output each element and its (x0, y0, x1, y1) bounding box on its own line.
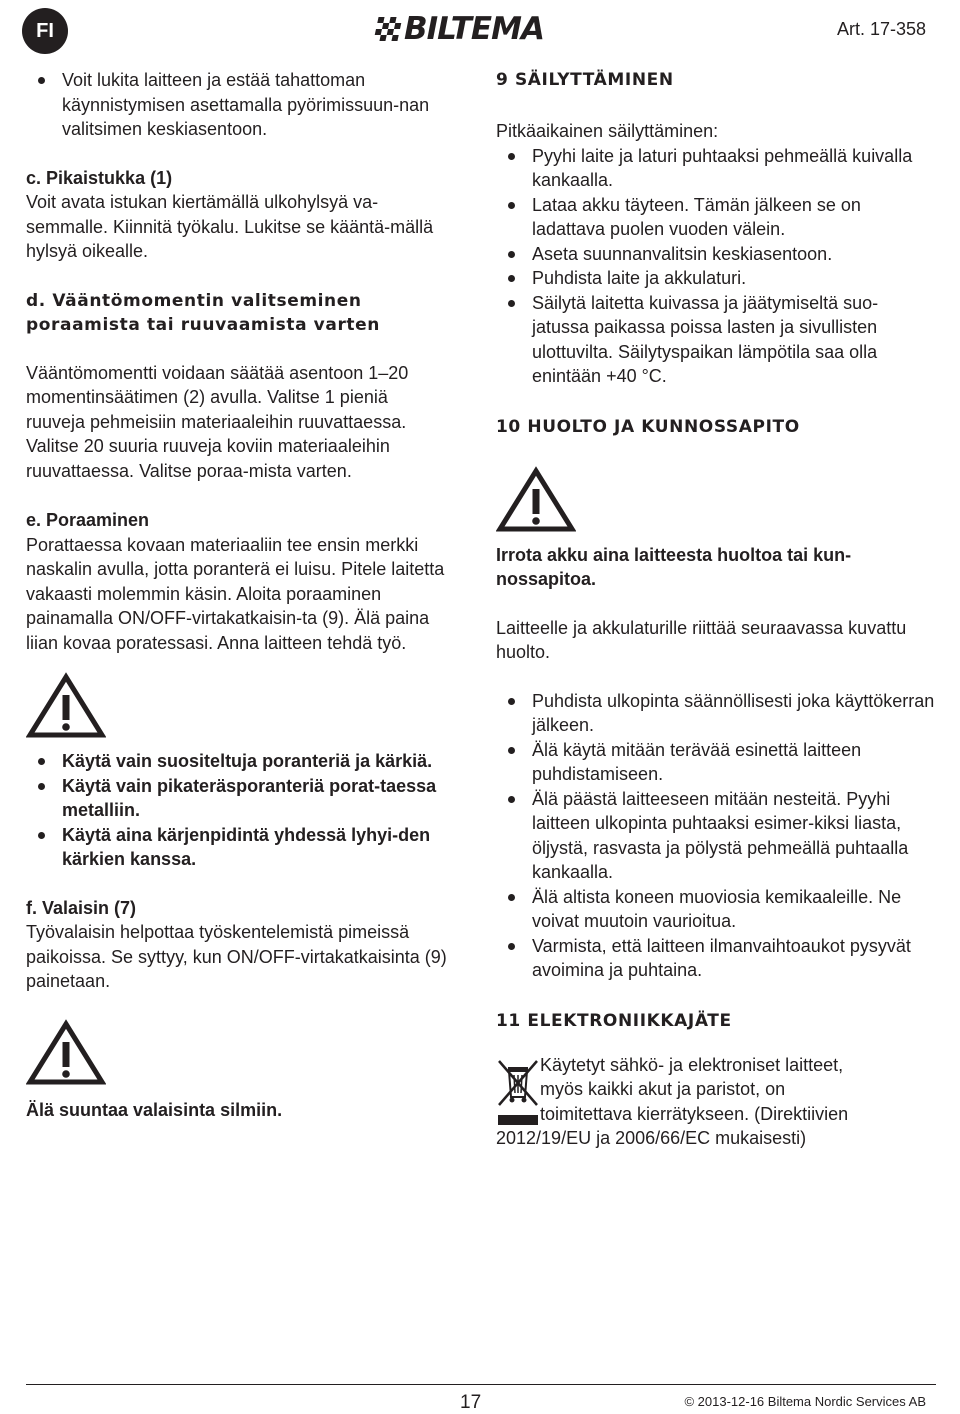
page-header (0, 0, 960, 60)
list-item: Käytä vain suositeltuja poranteriä ja kärkiä. (26, 749, 446, 774)
list-item: Säilytä laitetta kuivassa ja jäätymiseltä suo-jatussa paikassa poissa lasten ja sivullisten ulottuvilta. Säilytyspaikan lämpötila saa olla enintään +40 °C. (496, 291, 921, 389)
language-badge: FI (22, 8, 68, 54)
section-d-heading-line1: d. Vääntömomentin valitseminen (26, 290, 362, 311)
list-item: Älä käytä mitään terävää esinettä laitteen puhdistamiseen. (496, 738, 936, 787)
list-item: Käytä vain pikateräsporanteriä porat-taessa metalliin. (26, 774, 446, 823)
section-10-heading: 10 HUOLTO JA KUNNOSSAPITO (496, 416, 800, 437)
section-e-heading: e. Poraaminen (26, 510, 150, 530)
checkered-flag-icon (373, 17, 402, 41)
crossed-out-bin-icon (496, 1055, 540, 1127)
intro-bullet-list (26, 68, 446, 142)
list-item: Lataa akku täyteen. Tämän jälkeen se on ladattava puolen vuoden välein. (496, 193, 921, 242)
section-10-intro: Laitteelle ja akkulaturille riittää seuraavassa kuvattu huolto. (496, 617, 907, 662)
footer-divider (26, 1384, 936, 1385)
warning-triangle-icon (26, 671, 106, 739)
section-c-heading: c. Pikaistukka (1) (26, 167, 173, 188)
weee-text-line4: 2012/19/EU ja 2006/66/EC mukaisesti) (496, 1128, 807, 1148)
weee-block (496, 1053, 936, 1155)
weee-text-line3: toimitettava kierrätykseen. (Direktiivien (540, 1103, 849, 1124)
section-d-heading-line2: poraamista tai ruuvaamista varten (26, 314, 380, 335)
warning-triangle-icon (496, 465, 576, 533)
list-item: Aseta suunnanvalitsin keskiasentoon. (496, 242, 921, 267)
right-column (496, 66, 936, 1155)
section-11-heading: 11 ELEKTRONIIKKAJÄTE (496, 1010, 732, 1031)
section-f-body: Työvalaisin helpottaa työskentelemistä pimeissä paikoissa. Se syttyy, kun ON/OFF-virtakatkaisinta (9) painetaan. (26, 922, 447, 991)
brand-logo (376, 11, 544, 47)
section-d-body: Vääntömomentti voidaan säätää asentoon 1–20 momentinsäätimen (2) avulla. Valitse 1 pieniä ruuveja pehmeisiin materiaaleihin ruuvattaessa. Valitse 20 suuria ruuveja koviin materiaaleihin ruuvattaessa. Valitse poraa-mista varten. (26, 362, 409, 481)
list-item: Varmista, että laitteen ilmanvaihtoaukot pysyvät avoimina ja puhtaina. (496, 934, 936, 983)
weee-text-line2: myös kaikki akut ja paristot, on (540, 1079, 786, 1099)
maintenance-bullet-list (496, 689, 936, 983)
list-item: Pyyhi laite ja laturi puhtaaksi pehmeällä kuivalla kankaalla. (496, 144, 921, 193)
section-10-warning: Irrota akku aina laitteesta huoltoa tai kun-nossapitoa. (496, 544, 852, 589)
section-9-intro: Pitkäaikainen säilyttäminen: (496, 121, 719, 141)
warning-triangle-icon (26, 1018, 106, 1086)
list-item: Älä päästä laitteeseen mitään nesteitä. Pyyhi laitteen ulkopinta puhtaaksi esimer-kiksi liasta, öljystä, rasvasta ja pölystä pehmeällä puhtaalla kankaalla. (496, 787, 936, 885)
section-e-body: Porattaessa kovaan materiaaliin tee ensin merkki naskalin avulla, jotta poranterä ei luisu. Pitele laitetta vakaasti molemmin käsin. Aloita poraaminen painamalla ON/OFF-virtakatkaisin-ta (9). Älä paina liian kovaa poratessasi. Anna laitteen tehdä työ. (26, 534, 445, 653)
drilling-warnings-list (26, 749, 446, 872)
list-item: Puhdista ulkopinta säännöllisesti joka käyttökerran jälkeen. (496, 689, 936, 738)
article-number: Art. 17-358 (836, 19, 926, 39)
section-c-body: Voit avata istukan kiertämällä ulkohylsyä va-semmalle. Kiinnitä työkalu. Lukitse se kääntä-mällä hylsyä oikealle. (26, 192, 434, 261)
page-number: 17 (460, 1392, 482, 1413)
storage-bullet-list (496, 144, 921, 389)
left-column (26, 66, 456, 1122)
brand-name: BILTEMA (404, 11, 544, 47)
light-warning-text: Älä suuntaa valaisinta silmiin. (26, 1099, 283, 1120)
list-item: Älä altista koneen muoviosia kemikaaleille. Ne voivat muutoin vaurioitua. (496, 885, 936, 934)
weee-text-line1: Käytetyt sähkö- ja elektroniset laitteet, (540, 1054, 844, 1075)
list-item: Voit lukita laitteen ja estää tahattoman käynnistymisen asettamalla pyörimissuun-nan valitsimen keskiasentoon. (26, 68, 446, 142)
section-f-heading: f. Valaisin (7) (26, 897, 137, 918)
list-item: Käytä aina kärjenpidintä yhdessä lyhyi-den kärkien kanssa. (26, 823, 446, 872)
section-9-heading: 9 SÄILYTTÄMINEN (496, 70, 674, 90)
copyright-notice: © 2013-12-16 Biltema Nordic Services AB (684, 1394, 926, 1409)
list-item: Puhdista laite ja akkulaturi. (496, 266, 921, 291)
